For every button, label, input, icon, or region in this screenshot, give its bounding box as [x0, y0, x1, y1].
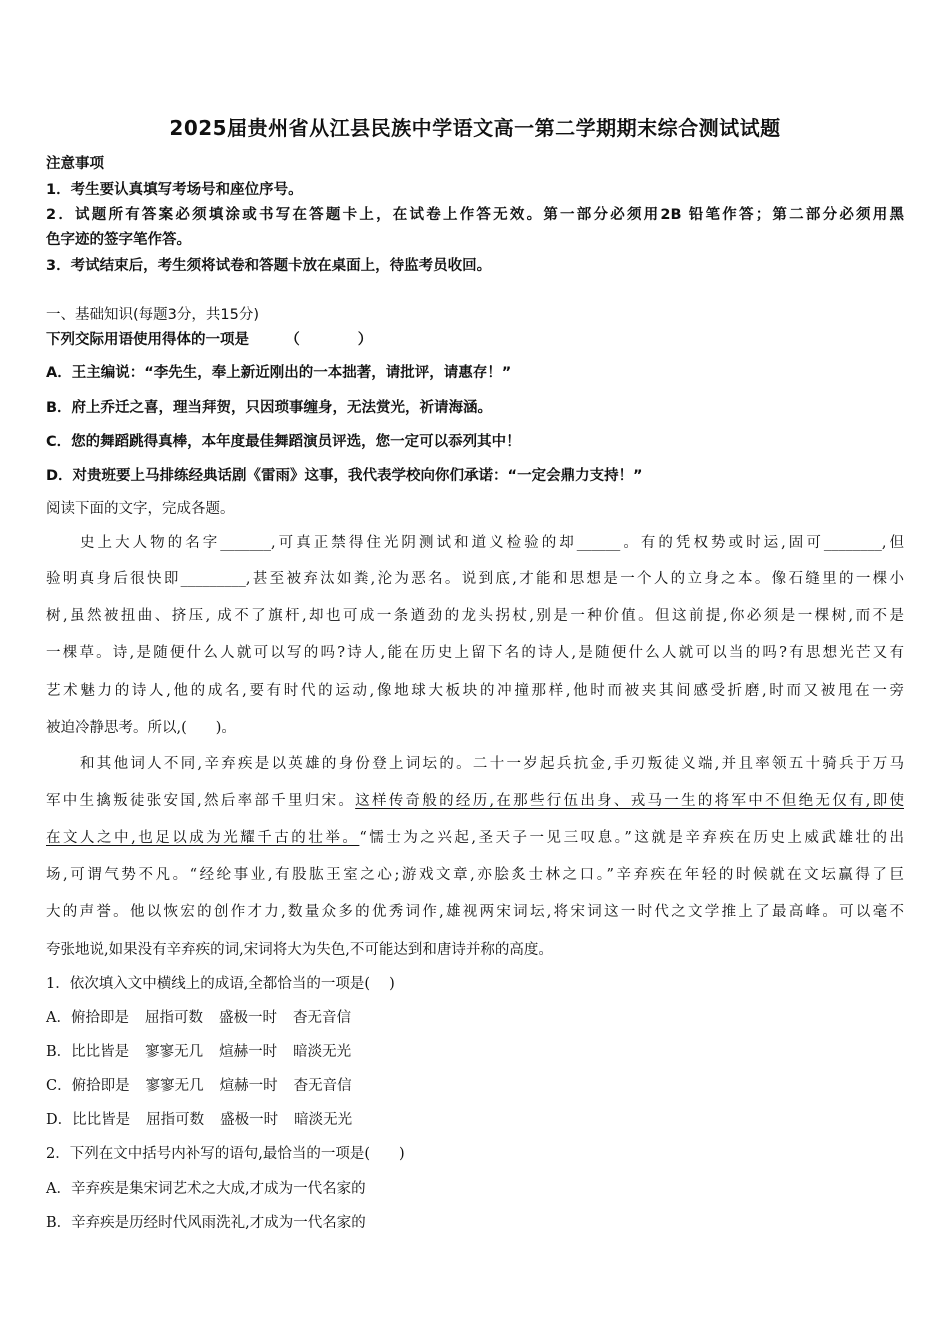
notice-item: 3．考试结束后，考生须将试卷和答题卡放在桌面上，待监考员收回。: [46, 258, 492, 274]
option-letter: A．: [46, 1010, 71, 1026]
passage-line: 和其他词人不同,辛弃疾是以英雄的身份登上词坛的。二十一岁起兵抗金,手刃叛徒义端,并且率领五十骑兵于万马: [80, 756, 904, 772]
passage-text: “懦士为之兴起,圣天子一见三叹息。”这就是辛弃疾在历史上威武雄壮的出: [359, 830, 905, 846]
question-stem: 下列交际用语使用得体的一项是 （ ）: [46, 332, 373, 348]
passage-line: 艺术魅力的诗人,他的成名,要有时代的运动,像地球大板块的冲撞那样,他时而被夹其间感受折磨,时而又被甩在一旁: [46, 683, 904, 699]
option-word: 煊赫一时: [219, 1044, 278, 1060]
reading-intro: 阅读下面的文字，完成各题。: [46, 501, 235, 517]
option-word: 杳无音信: [292, 1010, 351, 1026]
passage-line: 一棵草。诗,是随便什么人就可以写的吗?诗人,能在历史上留下名的诗人,是随便什么人就可以当的吗?有思想光芒又有: [46, 645, 904, 661]
option-word: 盛极一时: [218, 1010, 277, 1026]
option-word: 屈指可数: [144, 1010, 203, 1026]
option-word: 盛极一时: [220, 1112, 279, 1128]
option-word: 俯拾即是: [70, 1010, 129, 1026]
question-2-stem: 2．下列在文中括号内补写的语句,最恰当的一项是( ): [46, 1146, 405, 1162]
option-letter: C．: [46, 1078, 72, 1094]
passage-line: 夸张地说,如果没有辛弃疾的词,宋词将大为失色,不可能达到和唐诗并称的高度。: [46, 942, 553, 958]
passage-line: 大的声誉。他以恢宏的创作才力,数量众多的优秀词作,雄视两宋词坛,将宋词这一时代之文学推上了最高峰。可以毫不: [46, 904, 904, 920]
exam-title: 2025届贵州省从江县民族中学语文高一第二学期期末综合测试试题: [169, 116, 781, 140]
option-word: 俯拾即是: [71, 1078, 130, 1094]
q1-option-d: [46, 1108, 352, 1129]
option-word: 煊赫一时: [219, 1078, 278, 1094]
option-word: 暗淡无光: [293, 1044, 352, 1060]
option-b: B．府上乔迁之喜，理当拜贺，只因琐事缠身，无法赏光，祈请海涵。: [46, 400, 493, 416]
option-a: A．王主编说：“李先生，奉上新近刚出的一本拙著，请批评，请惠存！”: [46, 365, 512, 381]
question-1-stem: 1．依次填入文中横线上的成语,全都恰当的一项是( ): [46, 976, 395, 992]
passage-text: 军中生擒叛徒张安国,然后率部千里归宋。: [46, 793, 356, 809]
notice-heading: 注意事项: [46, 156, 104, 172]
option-word: 屈指可数: [146, 1112, 205, 1128]
option-letter: B．: [46, 1044, 72, 1060]
passage-line: 树,虽然被扭曲、挤压, 成不了旗杆,却也可成一条遒劲的龙头拐杖,别是一种价值。但这前提,你必须是一棵树,而不是: [46, 608, 904, 624]
q1-option-a: [46, 1006, 351, 1027]
option-word: 杳无音信: [293, 1078, 352, 1094]
option-letter: D．: [46, 1112, 73, 1128]
q1-option-b: [46, 1040, 351, 1061]
option-word: 比比皆是: [71, 1044, 130, 1060]
option-word: 暗淡无光: [294, 1112, 353, 1128]
option-c: C．您的舞蹈跳得真棒，本年度最佳舞蹈演员评选，您一定可以忝列其中！: [46, 434, 521, 450]
passage-line: 验明真身后很快即_________,甚至被弃汰如粪,沦为恶名。说到底,才能和思想是一个人的立身之本。像石缝里的一棵小: [46, 571, 904, 587]
underlined-sentence: 这样传奇般的经历,在那些行伍出身、戎马一生的将军中不但绝无仅有,即使: [355, 793, 904, 809]
passage-line: 被迫冷静思考。所以,( )。: [46, 720, 236, 736]
passage-line: 史上大人物的名字_______,可真正禁得住光阴测试和道义检验的却______。有的凭权势或时运,固可________,但: [80, 535, 904, 551]
notice-item: 1．考生要认真填写考场号和座位序号。: [46, 182, 303, 198]
underlined-sentence: 在文人之中,也足以成为光耀千古的壮举。: [46, 830, 360, 846]
passage-line: [46, 789, 904, 810]
q2-option-a: A．辛弃疾是集宋词艺术之大成,才成为一代名家的: [46, 1181, 366, 1197]
q2-option-b: B．辛弃疾是历经时代风雨洗礼,才成为一代名家的: [46, 1215, 366, 1231]
q1-option-c: [46, 1074, 352, 1095]
option-word: 寥寥无几: [145, 1078, 204, 1094]
option-word: 比比皆是: [72, 1112, 131, 1128]
passage-line: 场,可谓气势不凡。“经纶事业,有股肱王室之心;游戏文章,亦脍炙士林之口。”辛弃疾在年轻的时候就在文坛赢得了巨: [46, 867, 904, 883]
option-d: D．对贵班要上马排练经典话剧《雷雨》这事，我代表学校向你们承诺：“一定会鼎力支持！”: [46, 468, 643, 484]
passage-line: [46, 826, 904, 847]
notice-item: 2．试题所有答案必须填涂或书写在答题卡上，在试卷上作答无效。第一部分必须用2B 铅笔作答；第二部分必须用黑: [46, 207, 904, 223]
option-word: 寥寥无几: [145, 1044, 204, 1060]
notice-item: 色字迹的签字笔作答。: [46, 232, 191, 248]
section-heading: 一、基础知识(每题3分，共15分): [46, 307, 259, 323]
